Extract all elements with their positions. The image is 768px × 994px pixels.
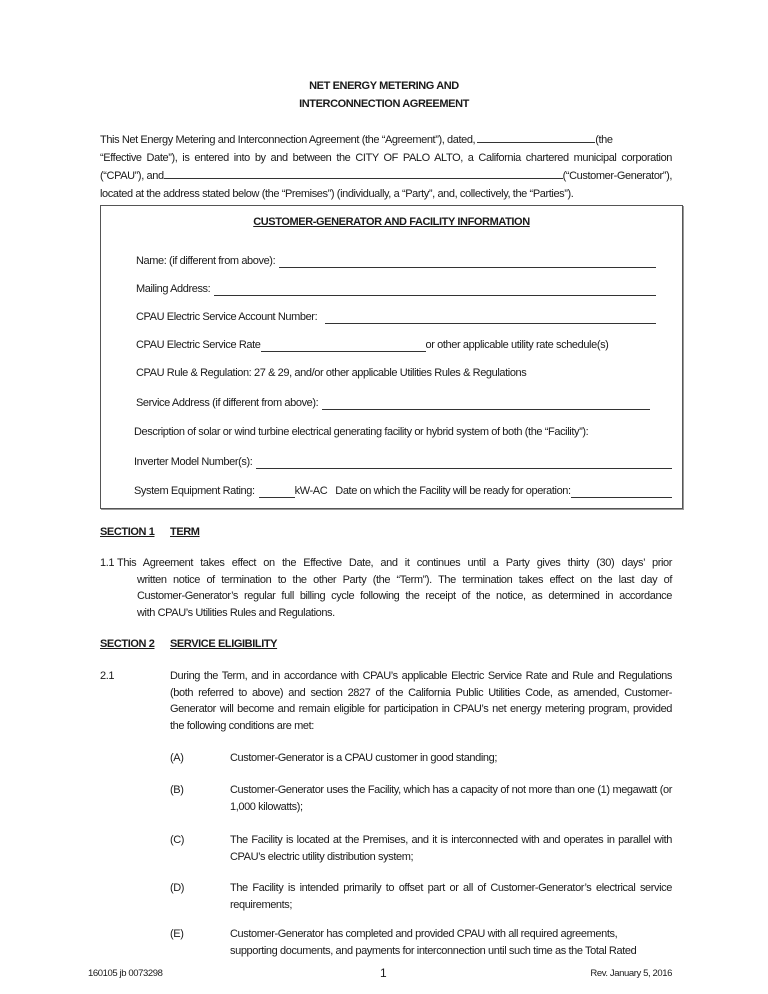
section-2-title: SERVICE ELIGIBILITY [170, 638, 278, 650]
condition-label: (A) [170, 752, 184, 764]
clause-line: with CPAU’s Utilities Rules and Regulations. [137, 606, 335, 619]
condition-text: Customer-Generator has completed and provided CPAU with all required agreements, [230, 928, 618, 940]
inverter-model-label: Inverter Model Number(s): [134, 456, 253, 468]
ready-date-label: Date on which the Facility will be ready for operation: [335, 485, 571, 497]
intro-text: (“Customer-Generator”), [562, 170, 672, 182]
clause-line: Generator will become and remain eligible for participation in CPAU’s net energy metering program, provided [170, 703, 672, 715]
facility-description-text: Description of solar or wind turbine electrical generating facility or hybrid system of both (the “Facility”): [134, 426, 589, 438]
clause-line: Customer-Generator’s regular full billing cycle following the receipt of the notice, as determined in accordance [137, 590, 672, 602]
condition-text: Customer-Generator is a CPAU customer in good standing; [230, 752, 497, 764]
clause-line: written notice of termination to the other Party (the “Term”). The termination takes effect on the last day of [137, 573, 672, 586]
system-rating-label: System Equipment Rating: [134, 485, 255, 497]
name-field[interactable] [136, 254, 656, 268]
section-2-number: SECTION 2 [100, 638, 155, 650]
service-rate-label: CPAU Electric Service Rate [136, 339, 261, 351]
ready-date-blank[interactable] [571, 486, 672, 498]
intro-text: (the [595, 134, 613, 146]
condition-label: (C) [170, 834, 185, 846]
clause-line: During the Term, and in accordance with CPAU’s applicable Electric Service Rate and Rule and Regulations [170, 670, 672, 682]
name-label: Name: (if different from above): [136, 255, 276, 267]
section-1-number: SECTION 1 [100, 526, 155, 538]
system-rating-blank[interactable] [259, 486, 295, 498]
intro-text: “Effective Date”), is entered into by and between the CITY OF PALO ALTO, a California chartered municipal corporation [100, 152, 672, 164]
footer-revision: Rev. January 5, 2016 [590, 968, 672, 979]
dated-blank[interactable] [477, 132, 595, 143]
condition-label: (B) [170, 784, 184, 796]
condition-text: CPAU’s electric utility distribution system; [230, 850, 414, 863]
condition-text: supporting documents, and payments for interconnection until such time as the Total Rated [230, 944, 637, 957]
service-rate-field[interactable] [136, 338, 660, 352]
clause-line: This Agreement takes effect on the Effective Date, and it continues until a Party gives thirty (30) days’ prior [117, 557, 672, 569]
condition-text: 1,000 kilowatts); [230, 800, 303, 813]
clause-1-1-number: 1.1 [100, 557, 115, 569]
clause-line: (both referred to above) and section 2827 of the California Public Utilities Code, as amended, Customer- [170, 686, 672, 699]
rating-unit: kW-AC [294, 485, 328, 497]
rule-regulation-text: CPAU Rule & Regulation: 27 & 29, and/or other applicable Utilities Rules & Regulations [136, 367, 527, 379]
intro-text: located at the address stated below (the “Premises”) (individually, a “Party”, and, collectively, the “Parties”). [100, 188, 574, 200]
service-address-label: Service Address (if different from above): [136, 397, 319, 409]
customer-generator-blank[interactable] [164, 168, 563, 179]
inverter-model-field[interactable] [134, 455, 672, 469]
condition-label: (D) [170, 882, 185, 894]
document-title-line-2: INTERCONNECTION AGREEMENT [299, 98, 469, 110]
clause-2-1-number: 2.1 [100, 670, 115, 682]
footer-page-number: 1 [380, 966, 387, 980]
system-rating-field[interactable] [134, 484, 672, 498]
condition-text: The Facility is located at the Premises, and it is interconnected with and operates in parallel with [230, 834, 672, 846]
mailing-address-field[interactable] [136, 282, 656, 296]
info-box-heading: CUSTOMER-GENERATOR AND FACILITY INFORMATION [253, 216, 530, 228]
service-address-field[interactable] [136, 396, 650, 410]
mailing-address-blank[interactable] [214, 284, 656, 296]
intro-text: This Net Energy Metering and Interconnection Agreement (the “Agreement”), dated, [100, 134, 476, 146]
account-number-field[interactable] [136, 310, 656, 324]
condition-text: requirements; [230, 898, 293, 911]
mailing-address-label: Mailing Address: [136, 283, 211, 295]
account-number-blank[interactable] [325, 312, 656, 324]
section-1-title: TERM [170, 526, 200, 538]
inverter-model-blank[interactable] [256, 457, 672, 469]
condition-text: Customer-Generator uses the Facility, which has a capacity of not more than one (1) megawatt (or [230, 784, 672, 796]
customer-info-box [100, 205, 683, 509]
clause-line: the following conditions are met: [170, 719, 314, 732]
condition-label: (E) [170, 928, 184, 940]
account-number-label: CPAU Electric Service Account Number: [136, 311, 318, 323]
document-title-line-1: NET ENERGY METERING AND [309, 80, 459, 92]
footer-doc-id: 160105 jb 0073298 [88, 968, 163, 979]
service-rate-blank[interactable] [261, 340, 426, 352]
name-blank[interactable] [279, 256, 656, 268]
condition-text: The Facility is intended primarily to offset part or all of Customer-Generator’s electrical service [230, 882, 672, 894]
intro-text: (“CPAU”), and [100, 170, 164, 182]
service-rate-suffix: or other applicable utility rate schedule(s) [425, 339, 609, 351]
service-address-blank[interactable] [322, 398, 650, 410]
